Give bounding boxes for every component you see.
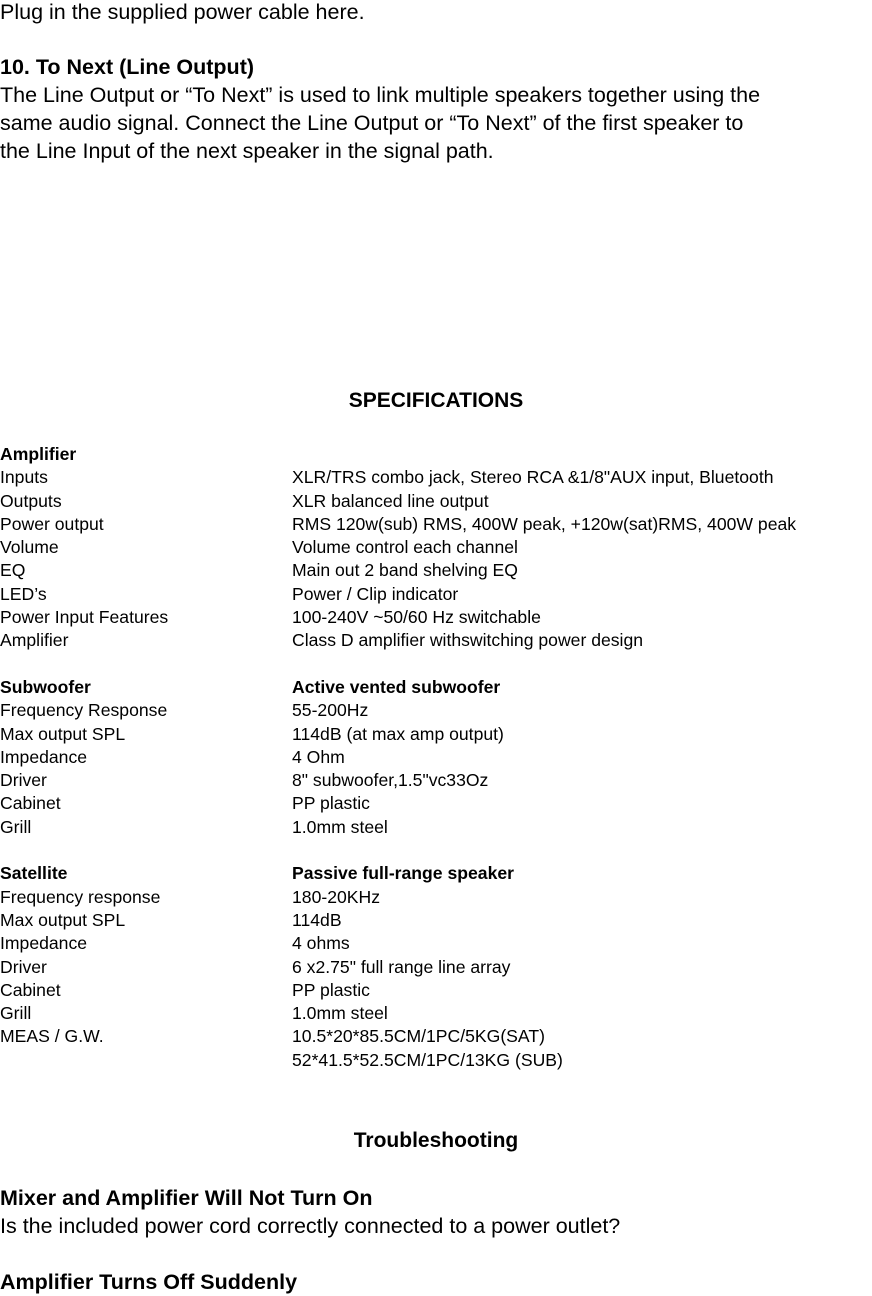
spec-value: Passive full-range speaker [292, 863, 514, 884]
spec-row [0, 723, 872, 746]
spec-value: 1.0mm steel [292, 1003, 388, 1024]
spec-value: 114dB [292, 909, 342, 930]
spec-label: Cabinet [0, 979, 61, 1000]
spec-row [0, 979, 872, 1002]
spec-row [0, 1002, 872, 1025]
spec-value: 114dB (at max amp output) [292, 723, 504, 744]
spec-row [0, 699, 872, 722]
spec-value: 8" subwoofer,1.5"vc33Oz [292, 770, 489, 791]
specifications-title: SPECIFICATIONS [348, 389, 524, 412]
spec-row [0, 606, 872, 629]
spec-label: LED’s [0, 583, 47, 604]
spec-value: 52*41.5*52.5CM/1PC/13KG (SUB) [292, 1049, 563, 1070]
spec-label: Grill [0, 816, 32, 837]
spec-label: Amplifier [0, 444, 77, 464]
spec-row [0, 839, 872, 862]
spec-label: Inputs [0, 467, 48, 488]
spec-row [0, 956, 872, 979]
paragraph-line: the Line Input of the next speaker in the signal path. [0, 139, 494, 163]
spec-label: Frequency response [0, 886, 161, 907]
spec-row [0, 886, 872, 909]
spec-value: 1.0mm steel [292, 816, 388, 837]
spec-label: Power Input Features [0, 607, 169, 628]
spec-value: 180-20KHz [292, 886, 381, 907]
spec-row [0, 1049, 872, 1072]
spec-label: Volume [0, 537, 59, 558]
paragraph-line: The Line Output or “To Next” is used to link multiple speakers together using the [0, 83, 761, 107]
spec-value: 55-200Hz [292, 700, 369, 721]
spec-label: Driver [0, 770, 47, 791]
spec-row [0, 816, 872, 839]
spec-label: Power output [0, 513, 104, 534]
troubleshooting-text: Is the included power cord correctly connected to a power outlet? [0, 1214, 621, 1238]
spec-label: Driver [0, 956, 47, 977]
paragraph-line: same audio signal. Connect the Line Output or “To Next” of the first speaker to [0, 111, 744, 135]
spec-row [0, 1025, 872, 1048]
spec-label: EQ [0, 560, 26, 581]
spec-label: MEAS / G.W. [0, 1026, 104, 1047]
spec-label: Outputs [0, 490, 62, 511]
spec-value: Active vented subwoofer [292, 676, 501, 697]
intro-text: Plug in the supplied power cable here. [0, 0, 365, 24]
spec-value: XLR/TRS combo jack, Stereo RCA &1/8"AUX input, Bluetooth [292, 467, 774, 488]
spec-label: Amplifier [0, 630, 69, 651]
spec-row [0, 769, 872, 792]
spec-row [0, 909, 872, 932]
spec-row [0, 792, 872, 815]
troubleshooting-title: Troubleshooting [353, 1129, 519, 1152]
spec-value: XLR balanced line output [292, 490, 489, 511]
spec-value: RMS 120w(sub) RMS, 400W peak, +120w(sat)RMS, 400W peak [292, 513, 797, 534]
spec-label: Satellite [0, 863, 68, 884]
spec-row [0, 932, 872, 955]
spec-row [0, 490, 872, 513]
spec-label: Max output SPL [0, 909, 126, 930]
spec-label: Subwoofer [0, 676, 91, 697]
spec-label: Grill [0, 1003, 32, 1024]
spec-value: 100-240V ~50/60 Hz switchable [292, 607, 541, 628]
spec-value: Class D amplifier withswitching power design [292, 630, 644, 651]
spec-label: Impedance [0, 746, 88, 767]
troubleshooting-heading: Mixer and Amplifier Will Not Turn On [0, 1186, 373, 1210]
troubleshooting-heading: Amplifier Turns Off Suddenly [0, 1270, 298, 1294]
spec-row [0, 583, 872, 606]
spec-section-header [0, 443, 872, 466]
spec-value: PP plastic [292, 979, 370, 1000]
spec-section-header [0, 862, 872, 885]
spec-value: 4 Ohm [292, 746, 345, 767]
specifications-table [0, 443, 872, 1072]
spec-row [0, 536, 872, 559]
spec-value: Power / Clip indicator [292, 583, 459, 604]
spec-value: Volume control each channel [292, 537, 518, 558]
spec-label: Impedance [0, 933, 88, 954]
spec-label: Frequency Response [0, 700, 168, 721]
spec-section-header [0, 676, 872, 699]
spec-row [0, 466, 872, 489]
spec-row [0, 559, 872, 582]
spec-value: Main out 2 band shelving EQ [292, 560, 518, 581]
spec-row [0, 513, 872, 536]
spec-row [0, 629, 872, 652]
spec-label: Max output SPL [0, 723, 126, 744]
spec-row [0, 746, 872, 769]
spec-value: 6 x2.75" full range line array [292, 956, 511, 977]
spec-value: 4 ohms [292, 933, 350, 954]
spec-value: PP plastic [292, 793, 370, 814]
spec-label: Cabinet [0, 793, 61, 814]
spec-value: 10.5*20*85.5CM/1PC/5KG(SAT) [292, 1026, 545, 1047]
spec-row [0, 653, 872, 676]
section-heading-to-next: 10. To Next (Line Output) [0, 55, 255, 79]
